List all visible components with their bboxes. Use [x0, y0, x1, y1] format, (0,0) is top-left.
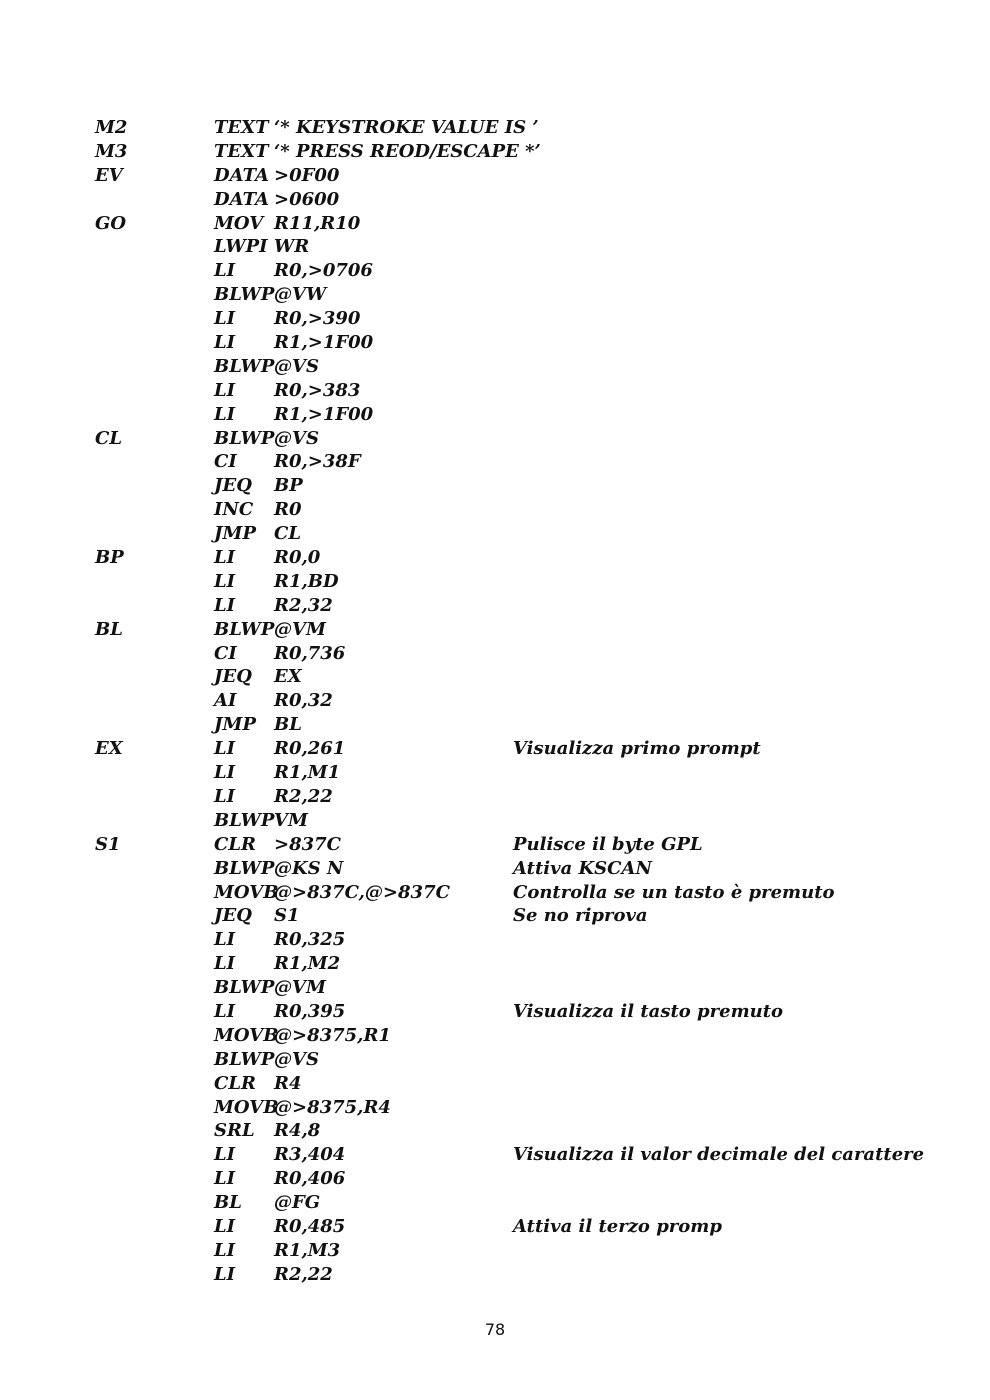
- line-operand: @KS N: [274, 857, 344, 879]
- line-opcode: CLR: [214, 1072, 256, 1094]
- line-opcode: TEXT: [214, 117, 269, 138]
- line-comment: Attiva KSCAN: [513, 857, 652, 879]
- line-opcode: INC: [214, 499, 254, 521]
- line-opcode: CI: [214, 642, 237, 664]
- code-line: [0, 737, 990, 761]
- code-line: [0, 116, 990, 140]
- line-operand: R3,404: [274, 1144, 346, 1166]
- line-opcode: TEXT: [214, 140, 269, 162]
- line-comment: Visualizza il valor decimale del carattere: [513, 1144, 925, 1166]
- code-line: [0, 761, 990, 785]
- code-line: [0, 1096, 990, 1120]
- code-line: [0, 952, 990, 976]
- line-opcode: LI: [214, 594, 236, 616]
- line-label: BL: [95, 618, 123, 640]
- line-operand: R0,>0706: [274, 260, 373, 282]
- code-line: [0, 307, 990, 331]
- line-opcode: LWPI: [214, 236, 268, 258]
- line-opcode: LI: [214, 260, 236, 282]
- code-line: [0, 427, 990, 451]
- line-opcode: DATA: [214, 188, 269, 210]
- code-line: [0, 235, 990, 259]
- code-line: [0, 594, 990, 618]
- line-label: S1: [95, 833, 121, 855]
- line-opcode: LI: [214, 785, 236, 807]
- code-line: [0, 331, 990, 355]
- line-operand: @>8375,R4: [274, 1096, 391, 1118]
- code-line: [0, 785, 990, 809]
- code-line: [0, 689, 990, 713]
- code-line: [0, 1048, 990, 1072]
- code-line: [0, 857, 990, 881]
- line-opcode: LI: [214, 1239, 236, 1261]
- line-opcode: BLWP: [214, 618, 275, 640]
- line-operand: @VW: [274, 284, 327, 306]
- code-line: [0, 928, 990, 952]
- line-opcode: BLWP: [214, 809, 275, 831]
- line-operand: R0,406: [274, 1168, 346, 1190]
- line-opcode: DATA: [214, 164, 269, 186]
- code-line: [0, 833, 990, 857]
- line-operand: ‘* PRESS REOD/ESCAPE *’: [274, 140, 541, 162]
- line-opcode: LI: [214, 1215, 236, 1237]
- line-opcode: CLR: [214, 833, 256, 855]
- line-operand: R4,8: [274, 1120, 321, 1142]
- line-opcode: LI: [214, 332, 236, 354]
- line-comment: Pulisce il byte GPL: [513, 833, 703, 855]
- code-line: [0, 1119, 990, 1143]
- line-operand: R4: [274, 1072, 302, 1094]
- line-opcode: BL: [214, 1192, 242, 1214]
- line-label: M3: [95, 140, 128, 162]
- line-operand: R0,736: [274, 642, 346, 664]
- line-operand: @VM: [274, 618, 326, 640]
- line-operand: @>837C,@>837C: [274, 881, 450, 903]
- page-number: 78: [484, 1320, 506, 1339]
- line-opcode: LI: [214, 738, 236, 760]
- line-opcode: MOVB: [214, 881, 279, 903]
- line-label: EV: [95, 164, 123, 186]
- line-opcode: BLWP: [214, 857, 275, 879]
- code-line: [0, 474, 990, 498]
- line-label: EX: [95, 738, 123, 760]
- line-opcode: LI: [214, 379, 236, 401]
- line-operand: R0,>38F: [274, 451, 361, 473]
- code-line: [0, 1000, 990, 1024]
- line-opcode: LI: [214, 1263, 236, 1285]
- code-line: [0, 1072, 990, 1096]
- code-line: [0, 1191, 990, 1215]
- line-operand: R11,R10: [274, 212, 361, 234]
- code-line: [0, 976, 990, 1000]
- line-opcode: JMP: [214, 714, 256, 736]
- code-line: [0, 1167, 990, 1191]
- line-operand: EX: [274, 666, 302, 688]
- line-operand: VM: [274, 809, 308, 831]
- line-opcode: JMP: [214, 523, 256, 545]
- line-opcode: BLWP: [214, 355, 275, 377]
- line-operand: R0,0: [274, 547, 321, 569]
- line-operand: @VS: [274, 427, 319, 449]
- line-opcode: LI: [214, 308, 236, 330]
- line-opcode: LI: [214, 929, 236, 951]
- line-operand: R0,261: [274, 738, 346, 760]
- code-line: [0, 188, 990, 212]
- line-operand: R1,BD: [274, 570, 339, 592]
- line-operand: @VS: [274, 355, 319, 377]
- line-operand: R1,>1F00: [274, 332, 374, 354]
- line-opcode: MOVB: [214, 1096, 279, 1118]
- line-opcode: LI: [214, 403, 236, 425]
- line-label: BP: [95, 547, 124, 569]
- line-opcode: BLWP: [214, 1048, 275, 1070]
- line-operand: R2,22: [274, 785, 333, 807]
- line-operand: R0,32: [274, 690, 333, 712]
- code-line: [0, 1143, 990, 1167]
- code-line: [0, 618, 990, 642]
- code-line: [0, 546, 990, 570]
- code-line: [0, 355, 990, 379]
- line-comment: Se no riprova: [513, 905, 648, 927]
- line-opcode: AI: [214, 690, 237, 712]
- line-label: GO: [95, 212, 127, 234]
- line-comment: Attiva il terzo promp: [513, 1215, 722, 1237]
- line-comment: Controlla se un tasto è premuto: [513, 881, 835, 903]
- code-line: [0, 403, 990, 427]
- line-opcode: SRL: [214, 1120, 255, 1142]
- line-opcode: BLWP: [214, 427, 275, 449]
- line-operand: R0,>390: [274, 308, 361, 330]
- code-line: [0, 164, 990, 188]
- line-opcode: MOVB: [214, 1024, 279, 1046]
- code-line: [0, 212, 990, 236]
- code-line: [0, 259, 990, 283]
- code-line: [0, 1263, 990, 1287]
- line-operand: BL: [274, 714, 302, 736]
- code-line: [0, 713, 990, 737]
- line-opcode: JEQ: [214, 666, 252, 688]
- line-label: CL: [95, 427, 122, 449]
- line-operand: R0,>383: [274, 379, 361, 401]
- line-operand: R1,M1: [274, 762, 341, 784]
- line-operand: R0,395: [274, 1000, 346, 1022]
- line-opcode: LI: [214, 547, 236, 569]
- line-operand: @>8375,R1: [274, 1024, 391, 1046]
- line-operand: R0,485: [274, 1215, 346, 1237]
- assembly-listing: [0, 116, 990, 1287]
- line-opcode: BLWP: [214, 284, 275, 306]
- code-line: [0, 1215, 990, 1239]
- line-operand: R2,22: [274, 1263, 333, 1285]
- line-operand: ‘* KEYSTROKE VALUE IS ’: [274, 117, 539, 138]
- code-line: [0, 1239, 990, 1263]
- line-opcode: JEQ: [214, 475, 252, 497]
- line-opcode: LI: [214, 762, 236, 784]
- code-line: [0, 522, 990, 546]
- code-line: [0, 881, 990, 905]
- line-comment: Visualizza primo prompt: [513, 738, 761, 760]
- code-line: [0, 498, 990, 522]
- code-line: [0, 140, 990, 164]
- line-opcode: CI: [214, 451, 237, 473]
- line-operand: @VM: [274, 977, 326, 999]
- line-operand: R0,325: [274, 929, 346, 951]
- line-opcode: JEQ: [214, 905, 252, 927]
- code-line: [0, 665, 990, 689]
- line-opcode: LI: [214, 1144, 236, 1166]
- code-line: [0, 283, 990, 307]
- line-opcode: LI: [214, 570, 236, 592]
- code-line: [0, 570, 990, 594]
- line-opcode: LI: [214, 1000, 236, 1022]
- code-line: [0, 642, 990, 666]
- line-label: M2: [95, 117, 128, 138]
- line-operand: @FG: [274, 1192, 321, 1214]
- code-line: [0, 1024, 990, 1048]
- line-operand: >0600: [274, 188, 340, 210]
- code-line: [0, 809, 990, 833]
- line-opcode: LI: [214, 953, 236, 975]
- code-line: [0, 450, 990, 474]
- line-operand: >0F00: [274, 164, 340, 186]
- line-operand: >837C: [274, 833, 341, 855]
- line-operand: R1,>1F00: [274, 403, 374, 425]
- line-operand: R1,M2: [274, 953, 341, 975]
- line-operand: R1,M3: [274, 1239, 341, 1261]
- line-operand: WR: [274, 236, 310, 258]
- line-operand: @VS: [274, 1048, 319, 1070]
- line-operand: R2,32: [274, 594, 333, 616]
- line-comment: Visualizza il tasto premuto: [513, 1000, 784, 1022]
- line-opcode: MOV: [214, 212, 264, 234]
- line-operand: CL: [274, 523, 301, 545]
- code-line: [0, 379, 990, 403]
- line-operand: BP: [274, 475, 303, 497]
- line-operand: R0: [274, 499, 302, 521]
- line-opcode: BLWP: [214, 977, 275, 999]
- line-operand: S1: [274, 905, 300, 927]
- code-line: [0, 904, 990, 928]
- line-opcode: LI: [214, 1168, 236, 1190]
